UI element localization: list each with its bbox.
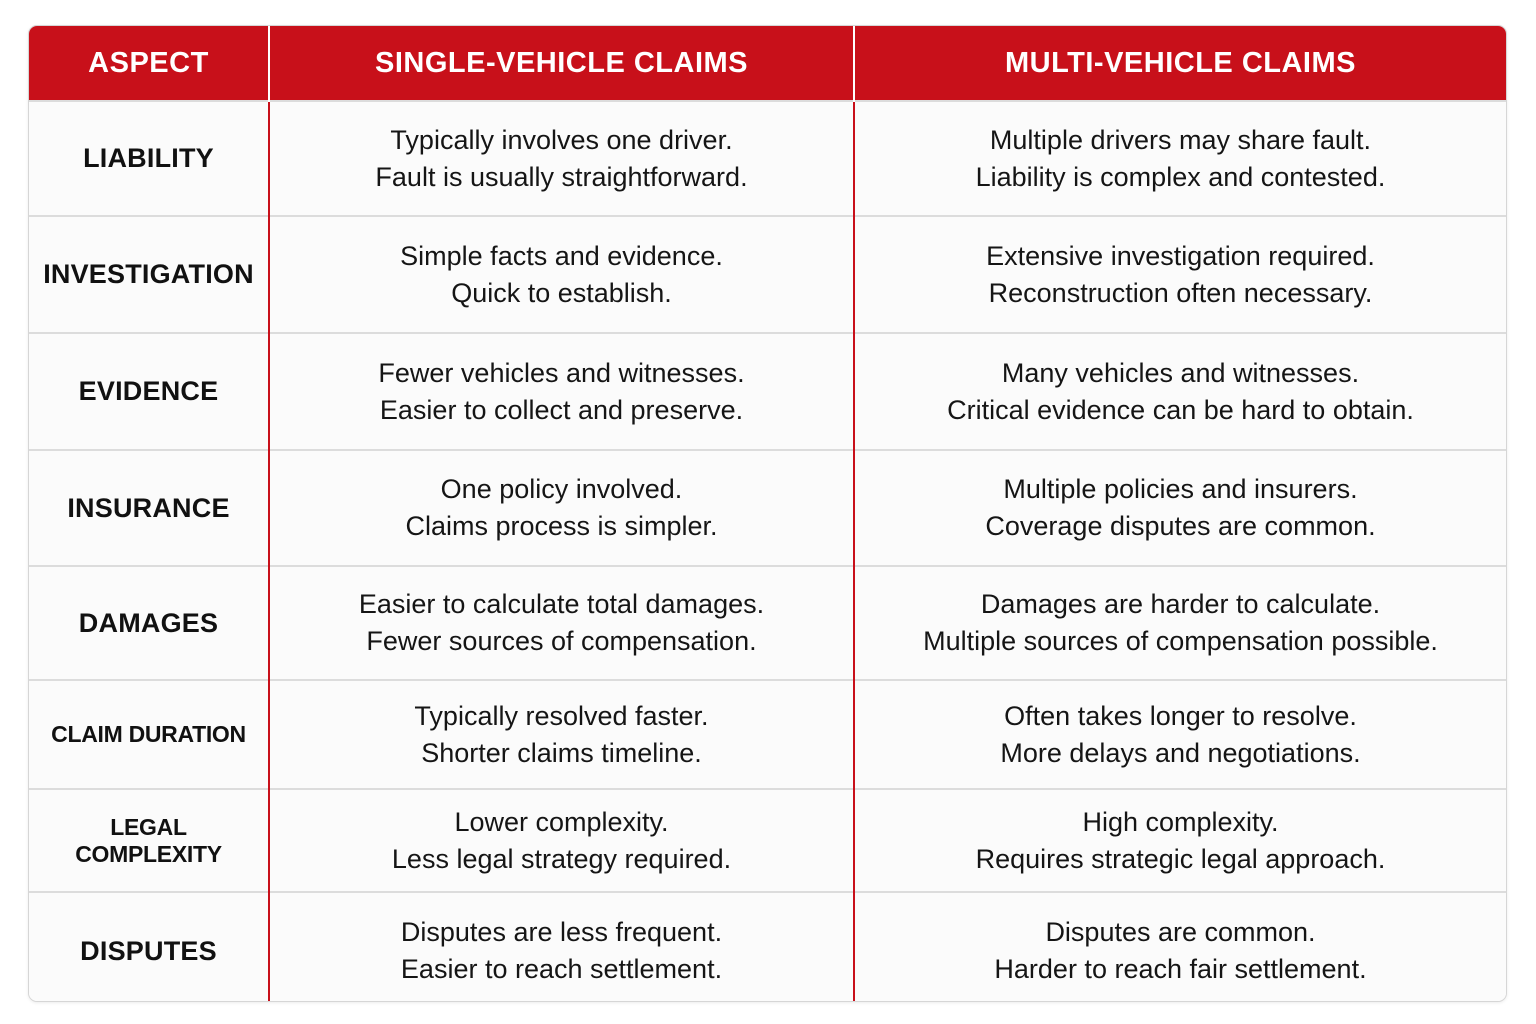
cell-line: Fault is usually straightforward.	[375, 161, 748, 192]
multi-vehicle-cell	[854, 450, 1506, 566]
multi-vehicle-cell	[854, 101, 1506, 216]
cell-line: Easier to collect and preserve.	[379, 394, 744, 425]
single-vehicle-cell	[269, 680, 854, 789]
cell-line: Multiple drivers may share fault.	[989, 124, 1372, 155]
comparison-table	[28, 25, 1507, 1002]
header-aspect: ASPECT	[29, 26, 269, 101]
aspect-label: CLAIM DURATION	[29, 680, 269, 789]
header-multi-vehicle: MULTI-VEHICLE CLAIMS	[854, 26, 1506, 101]
table-row-investigation	[29, 216, 1506, 333]
single-vehicle-cell	[269, 333, 854, 450]
single-vehicle-cell	[269, 101, 854, 216]
cell-line: One policy involved.	[440, 474, 683, 504]
cell-line: Reconstruction often necessary.	[988, 277, 1373, 308]
single-vehicle-cell	[269, 892, 854, 1002]
cell-line: Disputes are less frequent.	[400, 917, 723, 947]
cell-line: Typically involves one driver.	[390, 124, 733, 155]
cell-line: Extensive investigation required.	[986, 240, 1375, 271]
cell-line: High complexity.	[1082, 806, 1279, 837]
table-header	[29, 26, 1506, 101]
aspect-label: INSURANCE	[29, 450, 269, 566]
cell-line: Claims process is simpler.	[405, 511, 718, 541]
cell-line: Often takes longer to resolve.	[1004, 700, 1357, 731]
aspect-label: DISPUTES	[29, 892, 269, 1002]
aspect-label: LIABILITY	[29, 101, 269, 216]
header-row	[29, 26, 1506, 101]
table-row-damages	[29, 566, 1506, 680]
single-vehicle-cell	[269, 789, 854, 892]
table-row-legal-complexity	[29, 789, 1506, 892]
cell-line: Shorter claims timeline.	[421, 737, 702, 768]
cell-line: Fewer sources of compensation.	[366, 626, 757, 656]
cell-line: Coverage disputes are common.	[985, 511, 1376, 541]
aspect-label: INVESTIGATION	[29, 216, 269, 333]
cell-line: Lower complexity.	[454, 806, 669, 837]
single-vehicle-cell	[269, 450, 854, 566]
table-row-liability	[29, 101, 1506, 216]
cell-line: Easier to calculate total damages.	[358, 589, 765, 619]
cell-line: Fewer vehicles and witnesses.	[378, 357, 745, 388]
multi-vehicle-cell	[854, 789, 1506, 892]
cell-line: Simple facts and evidence.	[400, 240, 723, 271]
cell-line: Many vehicles and witnesses.	[1001, 357, 1360, 388]
multi-vehicle-cell	[854, 680, 1506, 789]
multi-vehicle-cell	[854, 333, 1506, 450]
table-row-claim-duration	[29, 680, 1506, 789]
cell-line: Less legal strategy required.	[391, 843, 732, 874]
cell-line: Easier to reach settlement.	[400, 954, 723, 984]
table-row-insurance	[29, 450, 1506, 566]
table-row-evidence	[29, 333, 1506, 450]
multi-vehicle-cell	[854, 216, 1506, 333]
cell-line: Disputes are common.	[1045, 917, 1316, 947]
cell-line: Damages are harder to calculate.	[980, 589, 1381, 619]
aspect-label: EVIDENCE	[29, 333, 269, 450]
cell-line: Requires strategic legal approach.	[975, 843, 1386, 874]
cell-line: More delays and negotiations.	[1000, 737, 1361, 768]
aspect-label: DAMAGES	[29, 566, 269, 680]
cell-line: Multiple sources of compensation possible.	[923, 626, 1438, 656]
table-row-disputes	[29, 892, 1506, 1002]
single-vehicle-cell	[269, 566, 854, 680]
cell-line: Liability is complex and contested.	[975, 161, 1386, 192]
cell-line: Typically resolved faster.	[414, 700, 709, 731]
multi-vehicle-cell	[854, 892, 1506, 1002]
cell-line: Multiple policies and insurers.	[1003, 474, 1358, 504]
single-vehicle-cell	[269, 216, 854, 333]
cell-line: Quick to establish.	[451, 277, 672, 308]
multi-vehicle-cell	[854, 566, 1506, 680]
aspect-label: LEGAL COMPLEXITY	[29, 789, 269, 892]
cell-line: Harder to reach fair settlement.	[994, 954, 1367, 984]
header-single-vehicle: SINGLE-VEHICLE CLAIMS	[269, 26, 854, 101]
cell-line: Critical evidence can be hard to obtain.	[947, 394, 1414, 425]
claims-comparison-table	[29, 26, 1506, 1002]
table-body	[29, 101, 1506, 1002]
